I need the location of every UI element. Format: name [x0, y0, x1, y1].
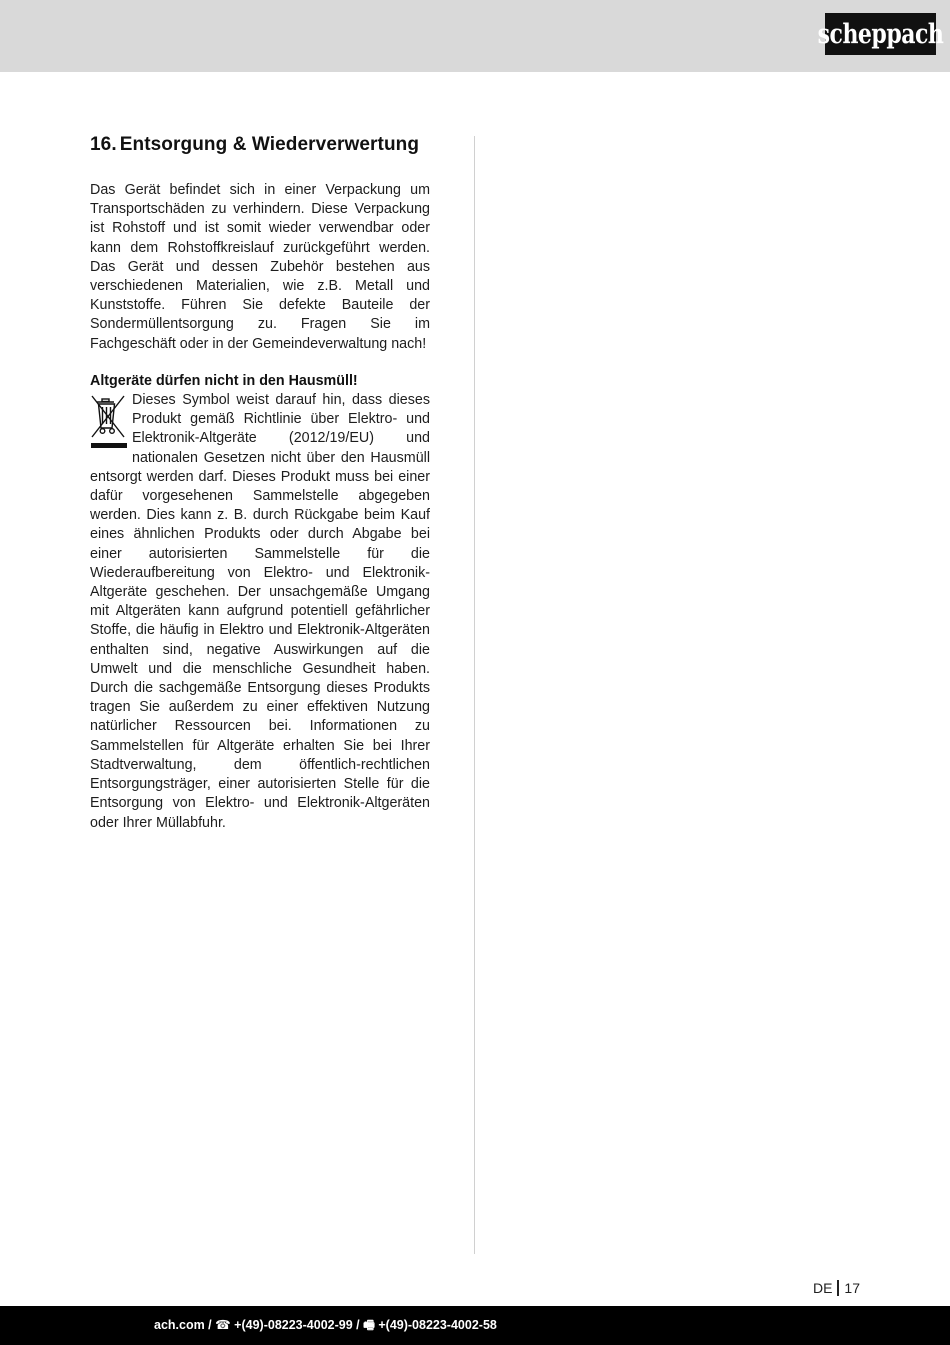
warning-heading: Altgeräte dürfen nicht in den Hausmüll! [90, 372, 358, 389]
section-title [90, 134, 430, 156]
packaging-paragraph: Das Gerät befindet sich in einer Verpackung um Transportschäden zu verhindern. Diese Verpackung ist Rohstoff und ist somit wieder verwendbar oder kann dem Rohstoffkreislauf zurückgeführt werden. Das Gerät und dessen Zubehör bestehen aus verschiedenen Materialien, wie z.B. Metall und Kunststoffe. Führen Sie defekte Bauteile der Sondermüllentsorgung zu. Fragen Sie im Fachgeschäft oder in der Gemeindeverwaltung nach! [90, 182, 430, 352]
page-number: 17 [844, 1280, 860, 1296]
brand-logo [817, 13, 944, 55]
brand-logo-text: scheppach [817, 17, 944, 51]
language-code: DE [812, 1280, 833, 1296]
section-number: 16. [90, 134, 117, 155]
page-header [0, 0, 950, 72]
crossed-out-wheelie-bin-icon [90, 393, 128, 455]
weee-paragraph-text: Dieses Symbol weist darauf hin, dass dieses Produkt gemäß Richtlinie über Elektro- und Elektronik-Altgeräte (2012/19/EU) und nationalen Gesetzen nicht über den Hausmüll entsorgt werden darf. Dieses Produkt muss bei einer dafür vorgesehenen Sammelstelle abgegeben werden. Dies kann z. B. durch Rückgabe beim Kauf eines ähnlichen Produkts oder durch Abgabe bei einer autorisierten Sammelstelle für die Wiederaufbereitung von Elektro- und Elektronik-Altgeräte geschehen. Der unsachgemäße Umgang mit Altgeräten kann aufgrund potentiell gefährlicher Stoffe, die häufig in Elektro und Elektronik-Altgeräten enthalten sind, negative Auswirkungen auf die Umwelt und die menschliche Gesundheit haben. Durch die sachgemäße Entsorgung dieses Produkts tragen Sie außerdem zu einer effektiven Nutzung natürlicher Ressourcen bei. Informationen zu Sammelstellen für Altgeräte erhalten Sie bei Ihrer Stadtverwaltung, dem öffentlich-rechtlichen Entsorgungsträger, einer autorisierten Stelle für die Entsorgung von Elektro- und Elektronik-Altgeräten oder Ihrer Müllabfuhr. [90, 392, 430, 831]
page-separator [837, 1280, 839, 1296]
section-title-text: Entsorgung & Wiederverwertung [119, 134, 420, 155]
weee-paragraph [90, 391, 430, 833]
column-divider [474, 136, 475, 1254]
page-indicator [813, 1280, 860, 1296]
left-column [90, 134, 430, 833]
footer-contact-line: ach.com / ☎ +(49)-08223-4002-99 / 🖷 +(49)-08223-4002-58 [154, 1318, 497, 1332]
